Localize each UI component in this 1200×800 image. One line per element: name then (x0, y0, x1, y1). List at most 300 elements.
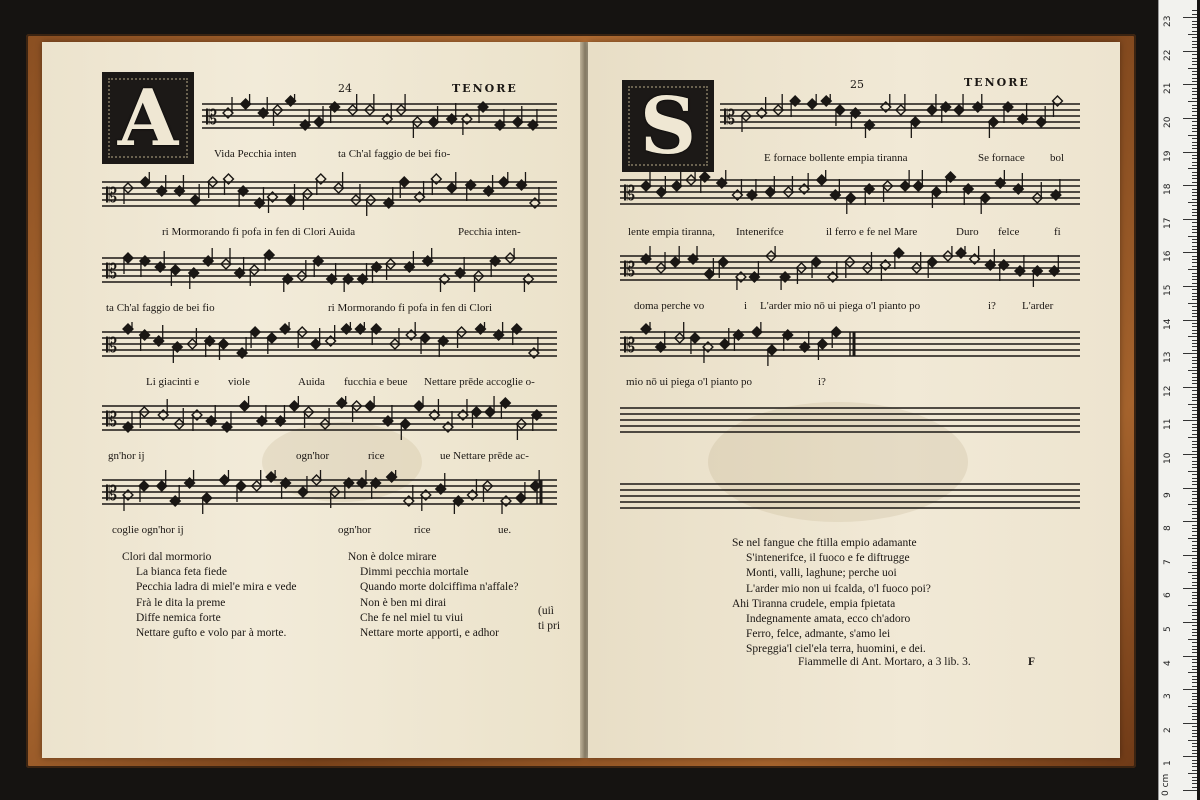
ruler-tick (1192, 558, 1197, 559)
ruler-tick (1192, 111, 1197, 112)
ruler-tick (1192, 350, 1197, 351)
staff-graphic (202, 94, 557, 138)
poem-line: Nettare morte apporti, e adhor (360, 627, 499, 640)
empty-staff (620, 474, 1080, 518)
staff-graphic (620, 474, 1080, 518)
ruler-label: 23 (1163, 15, 1173, 28)
ruler-tick (1192, 105, 1197, 106)
ruler-tick (1192, 780, 1197, 781)
staff-graphic (620, 246, 1080, 290)
ruler-tick (1192, 629, 1197, 630)
note-glyph (749, 261, 759, 282)
ruler-tick (1192, 205, 1197, 206)
ruler-tick (1192, 226, 1197, 227)
ruler-tick (1183, 420, 1197, 421)
music-staff (620, 322, 1080, 366)
ruler-tick (1192, 562, 1197, 563)
note-glyph (384, 187, 394, 208)
clef-glyph: 𝄡 (106, 259, 118, 283)
ruler-label: 14 (1163, 318, 1173, 330)
ruler-unit-label: 0 cm (1161, 773, 1171, 796)
note-glyph (494, 322, 504, 340)
ruler-tick (1188, 236, 1197, 237)
ruler-tick (1183, 118, 1197, 119)
note-glyph (300, 109, 310, 130)
ruler-tick (1192, 696, 1197, 697)
poem-stanza-left (122, 550, 296, 641)
ruler-label: 19 (1163, 150, 1173, 162)
ruler-label: 20 (1163, 116, 1173, 128)
clef-glyph: 𝄡 (106, 481, 118, 505)
ruler-tick (1192, 410, 1197, 411)
ruler-tick (1192, 424, 1197, 425)
ruler-label: 17 (1163, 217, 1173, 229)
ruler-tick (1192, 615, 1197, 616)
note-glyph (499, 172, 509, 187)
ruler-tick (1192, 276, 1197, 277)
note-glyph (864, 184, 874, 205)
lyric-text: bol (1050, 152, 1065, 164)
ruler-tick (1192, 494, 1197, 495)
ruler-tick (1192, 64, 1197, 65)
note-glyph (185, 470, 195, 488)
ruler-tick (1192, 484, 1197, 485)
lyric-text: rice (414, 524, 431, 536)
staff-graphic (620, 398, 1080, 442)
ruler-tick (1192, 189, 1197, 190)
ruler-tick (1183, 286, 1197, 287)
page-number: 25 (850, 78, 864, 91)
note-glyph (222, 411, 232, 432)
ruler-tick (1183, 689, 1197, 690)
ruler-label: 4 (1163, 659, 1173, 666)
ruler-tick (1188, 538, 1197, 539)
ruler-tick (1192, 400, 1197, 401)
lyric-text: gn'hor ij (108, 450, 145, 462)
ruler-label: 11 (1163, 418, 1173, 431)
ruler-tick (1192, 464, 1197, 465)
empty-staff (620, 398, 1080, 442)
ruler-tick (1192, 54, 1197, 55)
ruler-tick (1192, 209, 1197, 210)
ruler-tick (1183, 790, 1197, 791)
ruler-tick (1188, 605, 1197, 606)
ruler-label: 16 (1163, 250, 1173, 263)
ruler-tick (1192, 125, 1197, 126)
ruler-tick (1192, 259, 1197, 260)
lyric-text: Se fornace (978, 152, 1025, 164)
note-glyph (1003, 102, 1013, 123)
ruler-tick (1192, 108, 1197, 109)
note-glyph (880, 260, 890, 281)
ruler-tick (1192, 14, 1197, 15)
poem-stanza (718, 536, 931, 658)
lyric-text: ue Nettare prēde ac- (440, 450, 529, 462)
ruler-tick (1192, 78, 1197, 79)
ruler-tick (1192, 383, 1197, 384)
ruler-tick (1192, 783, 1197, 784)
poem-line: S'intenerifce, il fuoco e fe diftrugge (746, 552, 910, 565)
lyric-text: doma perche vo (634, 300, 705, 312)
ruler-tick (1192, 434, 1197, 435)
note-glyph (223, 97, 233, 118)
poem-line: Che fe nel miel tu viui (360, 611, 464, 624)
ruler-tick (1183, 51, 1197, 52)
ruler-tick (1183, 756, 1197, 757)
decorated-initial (622, 80, 714, 172)
note-glyph (790, 96, 800, 117)
ruler-tick (1192, 377, 1197, 378)
ruler-tick (1188, 504, 1197, 505)
note-glyph (326, 325, 336, 346)
lyric-text: Li giacinti e (146, 376, 200, 388)
ruler-tick (1192, 172, 1197, 173)
note-glyph (406, 322, 416, 340)
ruler-tick (1192, 74, 1197, 75)
ruler-tick (1192, 646, 1197, 647)
ruler-tick (1192, 743, 1197, 744)
ruler-tick (1192, 578, 1197, 579)
note-glyph (313, 256, 323, 277)
note-glyph (289, 396, 299, 411)
ruler-label: 5 (1163, 626, 1173, 632)
note-glyph (490, 256, 500, 277)
ruler-tick (1192, 498, 1197, 499)
ruler-tick (1192, 719, 1197, 720)
ruler-tick (1192, 649, 1197, 650)
note-glyph (941, 102, 951, 123)
ruler-tick (1192, 182, 1197, 183)
note-glyph (495, 109, 505, 130)
music-staff (102, 396, 557, 440)
ruler-label: 1 (1163, 760, 1173, 767)
ruler-tick (1192, 491, 1197, 492)
ruler-tick (1192, 528, 1197, 529)
lyric-text: E fornace bollente empia tiranna (764, 152, 908, 164)
ruler-tick (1192, 380, 1197, 381)
note-glyph (501, 496, 511, 514)
ruler-tick (1192, 686, 1197, 687)
ruler-tick (1188, 471, 1197, 472)
ruler-tick (1192, 474, 1197, 475)
note-glyph (123, 490, 133, 511)
lyric-text: lente empia tiranna, (628, 226, 716, 238)
note-glyph (1015, 255, 1025, 276)
ruler-tick (1192, 612, 1197, 613)
ruler-tick (1192, 514, 1197, 515)
ruler-tick (1192, 310, 1197, 311)
ruler-tick (1192, 575, 1197, 576)
ruler-tick (1192, 444, 1197, 445)
music-staff (620, 170, 1080, 214)
lyric-text: i? (818, 376, 826, 388)
poem-line: Ferro, felce, admante, s'amo lei (746, 628, 891, 641)
ruler-tick (1192, 128, 1197, 129)
ruler-tick (1183, 387, 1197, 388)
note-glyph (881, 94, 891, 112)
ruler-tick (1192, 548, 1197, 549)
ruler-tick (1192, 397, 1197, 398)
note-glyph (154, 325, 164, 346)
note-glyph (431, 174, 441, 195)
note-glyph (264, 250, 274, 271)
ruler-tick (1192, 24, 1197, 25)
ruler-tick (1188, 202, 1197, 203)
ruler-tick (1192, 31, 1197, 32)
ruler-tick (1192, 246, 1197, 247)
ruler-tick (1192, 37, 1197, 38)
ruler-tick (1192, 545, 1197, 546)
note-glyph (1013, 173, 1023, 194)
ruler-tick (1192, 162, 1197, 163)
note-glyph (1053, 96, 1063, 117)
ruler-tick (1183, 353, 1197, 354)
note-glyph (985, 249, 995, 270)
ruler-tick (1188, 572, 1197, 573)
note-glyph (783, 330, 793, 351)
note-glyph (316, 174, 326, 195)
ruler-tick (1192, 346, 1197, 347)
ruler-tick (1192, 41, 1197, 42)
note-glyph (312, 470, 322, 485)
clef-glyph: 𝄡 (106, 183, 118, 207)
note-glyph (973, 94, 983, 112)
ruler-tick (1192, 192, 1197, 193)
ruler-tick (1183, 219, 1197, 220)
ruler-tick (1192, 88, 1197, 89)
note-glyph (700, 172, 710, 193)
left-page (42, 42, 582, 758)
lyric-text: mio nō ui piega o'l pianto po (626, 376, 753, 388)
poem-line: Non è dolce mirare (348, 551, 437, 563)
note-glyph (330, 102, 340, 123)
page-number: 24 (338, 82, 352, 95)
lyric-text: i? (988, 300, 996, 312)
note-glyph (717, 170, 727, 188)
ruler-tick (1188, 404, 1197, 405)
lyric-text: fucchia e beue (344, 376, 408, 388)
ruler-tick (1192, 283, 1197, 284)
ruler-tick (1192, 256, 1197, 257)
ruler-tick (1188, 370, 1197, 371)
note-glyph (436, 473, 446, 494)
ruler-tick (1192, 760, 1197, 761)
ruler-tick (1188, 639, 1197, 640)
ruler-tick (1192, 91, 1197, 92)
note-glyph (466, 180, 476, 201)
ruler-tick (1192, 662, 1197, 663)
note-glyph (157, 175, 167, 196)
staff-graphic (102, 396, 557, 440)
lyric-text: i (744, 300, 748, 312)
ruler-tick (1192, 249, 1197, 250)
lyric-text: felce (998, 226, 1020, 238)
music-staff (102, 470, 557, 514)
note-glyph (268, 192, 278, 213)
note-glyph (206, 405, 216, 426)
note-glyph (240, 396, 250, 411)
poem-line: Non è ben mi dirai (360, 596, 447, 609)
ruler-label: 6 (1163, 592, 1173, 599)
ruler-tick (1192, 733, 1197, 734)
ruler-tick (1192, 299, 1197, 300)
note-glyph (205, 336, 215, 357)
note-glyph (140, 330, 150, 351)
poem-line: Monti, valli, laghune; perche uoi (746, 567, 897, 580)
ruler-tick (1192, 518, 1197, 519)
note-glyph (523, 274, 533, 292)
clef-glyph: 𝄡 (206, 105, 218, 129)
poem-line: Quando morte dolciffima n'affale? (360, 581, 519, 594)
ruler-tick (1192, 585, 1197, 586)
ruler-tick (1192, 71, 1197, 72)
ruler-tick (1188, 34, 1197, 35)
lyric-text: ri Mormorando fi pofa in fen di Clori (328, 302, 493, 314)
clef-glyph: 𝄡 (106, 333, 118, 357)
ruler-tick (1192, 461, 1197, 462)
ruler-tick (1192, 602, 1197, 603)
ruler-tick (1192, 595, 1197, 596)
poem-line: Dimmi pecchia mortale (360, 566, 469, 579)
ruler-tick (1183, 152, 1197, 153)
note-glyph (1032, 266, 1042, 287)
note-glyph (529, 337, 539, 358)
staff-graphic (720, 94, 1080, 138)
lyric-text: coglie ogn'hor ij (112, 524, 184, 536)
lyric-text: L'arder (1022, 300, 1054, 312)
ruler-tick (1192, 635, 1197, 636)
note-glyph (170, 485, 180, 506)
note-glyph (817, 170, 827, 185)
note-glyph (894, 248, 904, 269)
ruler-tick (1192, 279, 1197, 280)
note-glyph (688, 246, 698, 264)
ruler-tick (1192, 746, 1197, 747)
ruler-tick (1192, 525, 1197, 526)
clef-glyph: 𝄡 (624, 333, 636, 357)
ruler-tick (1192, 417, 1197, 418)
ruler-tick (1188, 135, 1197, 136)
ruler-tick (1192, 145, 1197, 146)
ruler-tick (1188, 68, 1197, 69)
ruler-tick (1192, 565, 1197, 566)
note-glyph (415, 181, 425, 202)
note-glyph (276, 405, 286, 426)
ruler-tick (1192, 682, 1197, 683)
poem-line: Se nel fangue che ftilla empio adamante (732, 537, 917, 549)
ruler-tick (1192, 363, 1197, 364)
clef-glyph: 𝄡 (624, 257, 636, 281)
note-glyph (467, 479, 477, 500)
lyric-text: ue. (498, 524, 512, 536)
note-glyph (283, 274, 293, 292)
ruler-tick (1183, 521, 1197, 522)
ruler-tick (1192, 326, 1197, 327)
note-glyph (732, 179, 742, 200)
ruler-tick (1192, 27, 1197, 28)
ruler-tick (1183, 185, 1197, 186)
ruler-tick (1192, 262, 1197, 263)
ruler-tick (1192, 766, 1197, 767)
music-staff (102, 248, 557, 292)
ruler-tick (1192, 632, 1197, 633)
ruler-tick (1192, 394, 1197, 395)
note-glyph (438, 336, 448, 357)
poem-stanza-right (348, 550, 518, 641)
lyric-text: ogn'hor (296, 450, 330, 462)
ruler-tick (1192, 666, 1197, 667)
ruler-tick (1192, 652, 1197, 653)
ruler-tick (1188, 336, 1197, 337)
note-glyph (999, 260, 1009, 281)
note-glyph (800, 331, 810, 352)
note-glyph (404, 485, 414, 506)
poem-line: La bianca feta fiede (136, 566, 227, 579)
ruler-tick (1192, 430, 1197, 431)
ruler-tick (1192, 669, 1197, 670)
note-glyph (140, 172, 150, 187)
ruler-tick (1183, 84, 1197, 85)
note-glyph (172, 342, 182, 363)
voice-header: TENORE (964, 76, 1030, 89)
note-glyph (238, 186, 248, 207)
ruler-tick (1192, 155, 1197, 156)
ruler-tick (1192, 175, 1197, 176)
ruler-tick (1183, 252, 1197, 253)
note-glyph (656, 331, 666, 352)
note-glyph (343, 274, 353, 292)
note-glyph (189, 268, 199, 289)
note-glyph (752, 322, 762, 337)
note-glyph (799, 173, 809, 194)
ruler-tick (1192, 313, 1197, 314)
ruler-label: 10 (1163, 452, 1173, 464)
ruler-tick (1192, 212, 1197, 213)
music-staff (720, 94, 1080, 138)
lyric-text: L'arder mio nō ui piega o'l pianto po (760, 300, 921, 312)
ruler-tick (1192, 598, 1197, 599)
note-glyph (372, 262, 382, 283)
lyric-text: ta Ch'al faggio de bei fio- (338, 148, 451, 160)
poem-turnover (538, 604, 560, 634)
ruler-label: 8 (1163, 525, 1173, 532)
note-glyph (203, 248, 213, 266)
ruler-tick (1188, 773, 1197, 774)
note-glyph (423, 248, 433, 266)
ruler-tick (1192, 293, 1197, 294)
ruler-tick (1192, 98, 1197, 99)
ruler-tick (1192, 467, 1197, 468)
ruler-tick (1192, 266, 1197, 267)
lyric-text: fi (1054, 226, 1061, 238)
ruler-tick (1183, 454, 1197, 455)
note-glyph (478, 102, 488, 123)
measurement-ruler (1158, 0, 1197, 800)
ruler-tick (1183, 488, 1197, 489)
ruler-tick (1192, 367, 1197, 368)
note-glyph (946, 172, 956, 193)
note-glyph (174, 175, 184, 196)
ruler-tick (1192, 10, 1197, 11)
ruler-label: 3 (1163, 693, 1173, 700)
note-glyph (500, 398, 510, 419)
ruler-tick (1192, 239, 1197, 240)
note-glyph (736, 272, 746, 290)
ruler-tick (1192, 736, 1197, 737)
note-glyph (155, 251, 165, 272)
ruler-tick (1192, 296, 1197, 297)
note-glyph (440, 274, 450, 292)
